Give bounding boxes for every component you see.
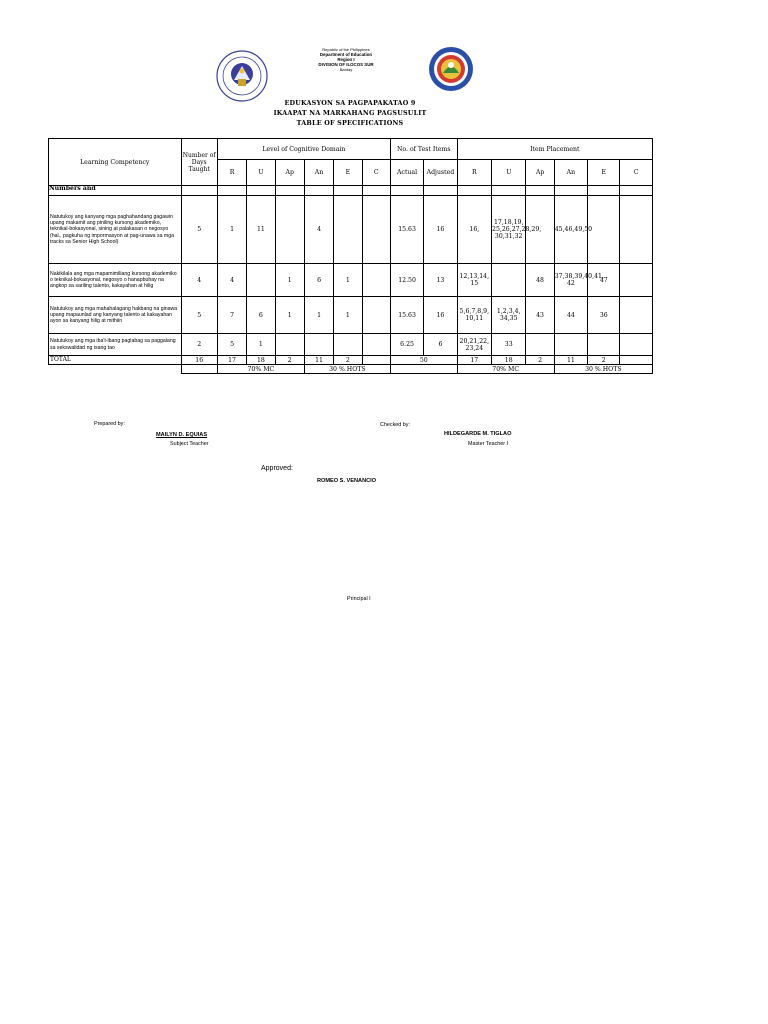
adjusted-header: Adjusted <box>424 160 457 186</box>
place-cell: 20,21,22, 23,24 <box>457 334 491 356</box>
area-row <box>49 186 653 196</box>
table-row <box>49 264 653 297</box>
place-cell: 48 <box>526 264 554 297</box>
district-line: Bantay <box>339 67 353 72</box>
area-label: Numbers and <box>49 186 182 196</box>
place-cell <box>620 196 653 264</box>
cog-cell <box>362 264 390 297</box>
place-cell: 45,46,49,50 <box>554 196 587 264</box>
approved-title: Principal I <box>347 596 371 602</box>
adjusted-cell: 13 <box>424 264 457 297</box>
place-cell: 33 <box>492 334 526 356</box>
place-cell: 16, <box>457 196 491 264</box>
total-place: 18 <box>492 356 526 365</box>
document-title: TABLE OF SPECIFICATIONS <box>296 119 404 127</box>
days-cell: 4 <box>181 264 217 297</box>
department-line: Department of Education <box>319 52 373 57</box>
level-header: R <box>217 160 246 186</box>
prepared-label: Prepared by: <box>94 421 125 427</box>
total-cog: 2 <box>334 356 362 365</box>
total-label: TOTAL <box>49 356 182 365</box>
cog-cell: 5 <box>217 334 246 356</box>
competency-header: Learning Competency <box>49 139 182 186</box>
cog-cell: 4 <box>217 264 246 297</box>
checked-title: Master Teacher I <box>468 441 509 447</box>
place-cell <box>492 264 526 297</box>
level-header: E <box>334 160 362 186</box>
total-cog <box>362 356 390 365</box>
total-row <box>49 356 653 365</box>
level-header: An <box>304 160 333 186</box>
cog-cell: 1 <box>217 196 246 264</box>
total-items: 50 <box>390 356 457 365</box>
header-row-1 <box>49 139 653 160</box>
summary-row <box>49 365 653 374</box>
actual-cell: 15.63 <box>390 297 423 334</box>
approved-name: ROMEO S. VENANCIO <box>317 478 377 484</box>
cog-cell: 7 <box>217 297 246 334</box>
division-line: DIVISION OF ILOCOS SUR <box>318 62 374 67</box>
total-place <box>620 356 653 365</box>
agency-header <box>296 47 396 72</box>
test-items-header: No. of Test Items <box>390 139 457 160</box>
total-place: 2 <box>588 356 620 365</box>
quarter-title: IKAAPAT NA MARKAHANG PAGSUSULIT <box>273 109 427 117</box>
cog-cell <box>304 334 333 356</box>
actual-header: Actual <box>390 160 423 186</box>
table-of-specifications <box>48 138 653 374</box>
total-place: 11 <box>554 356 587 365</box>
level-header: An <box>554 160 587 186</box>
table-row <box>49 334 653 356</box>
prepared-name: MAILYN D. EQUIAS <box>156 432 208 438</box>
checked-name: HILDEGARDE M. TIGLAO <box>444 431 512 437</box>
cog-cell: 1 <box>304 297 333 334</box>
place-cell <box>588 334 620 356</box>
actual-cell: 6.25 <box>390 334 423 356</box>
division-seal-logo <box>428 46 474 92</box>
place-cell <box>588 196 620 264</box>
adjusted-cell: 16 <box>424 297 457 334</box>
hots-summary: 30 % HOTS <box>554 365 652 374</box>
mc-summary: 70% MC <box>457 365 554 374</box>
total-cog: 18 <box>247 356 275 365</box>
republic-line: Republic of the Philippines <box>322 47 370 52</box>
cog-cell <box>362 334 390 356</box>
mc-summary: 70% MC <box>217 365 304 374</box>
days-cell: 2 <box>181 334 217 356</box>
level-header: E <box>588 160 620 186</box>
cog-cell <box>247 264 275 297</box>
cog-cell <box>275 196 304 264</box>
place-cell: 5,6,7,8,9, 10,11 <box>457 297 491 334</box>
place-cell <box>620 334 653 356</box>
table-row <box>49 196 653 264</box>
total-place: 2 <box>526 356 554 365</box>
total-cog: 17 <box>217 356 246 365</box>
place-cell: 12,13,14, 15 <box>457 264 491 297</box>
level-header: R <box>457 160 491 186</box>
level-header: U <box>247 160 275 186</box>
cog-cell <box>362 297 390 334</box>
competency-cell: Natutukoy ang mga mahahalagang hakbang na ginawa upang mapaunlad ang kanyang talento at kakayahan ayon sa kanyang hilig at mithiin <box>49 297 182 334</box>
checked-label: Checked by: <box>380 422 410 428</box>
competency-cell: Natutukoy ang mga iba't-ibang paglabag sa paggalang sa sekswalidad ng isang tao <box>49 334 182 356</box>
place-cell: 36 <box>588 297 620 334</box>
cog-cell: 1 <box>275 264 304 297</box>
place-cell <box>554 334 587 356</box>
cog-cell: 11 <box>247 196 275 264</box>
prepared-title: Subject Teacher <box>170 441 209 447</box>
cog-cell <box>334 334 362 356</box>
place-cell <box>620 297 653 334</box>
cog-cell: 1 <box>247 334 275 356</box>
level-header: Ap <box>526 160 554 186</box>
table-row <box>49 297 653 334</box>
placement-header: Item Placement <box>457 139 652 160</box>
cog-cell: 6 <box>304 264 333 297</box>
deped-seal-logo <box>216 50 268 102</box>
actual-cell: 12.50 <box>390 264 423 297</box>
subject-title: EDUKASYON SA PAGPAPAKATAO 9 <box>284 99 416 107</box>
days-cell: 5 <box>181 196 217 264</box>
cog-cell: 1 <box>334 297 362 334</box>
level-header: C <box>620 160 653 186</box>
adjusted-cell: 6 <box>424 334 457 356</box>
approved-label: Approved: <box>261 465 293 472</box>
cog-cell: 4 <box>304 196 333 264</box>
cog-cell <box>275 334 304 356</box>
level-header: Ap <box>275 160 304 186</box>
place-cell: 43 <box>526 297 554 334</box>
competency-cell: Nakikilala ang mga mapamimiliang kursong akademiko o teknikal-bokasyonal, negosyo o hanapbuhay na angkop sa sariling talento, kakayahan at hilig <box>49 264 182 297</box>
cog-cell <box>362 196 390 264</box>
actual-cell: 15.63 <box>390 196 423 264</box>
total-place: 17 <box>457 356 491 365</box>
cog-cell <box>334 196 362 264</box>
place-cell: 1,2,3,4, 34,35 <box>492 297 526 334</box>
cog-cell: 6 <box>247 297 275 334</box>
competency-cell: Natutukoy ang kanyang mga paghahandang gagawin upang makamit ang piniling kursong akademiko, teknikal-bokasyonal, sining at palakasan o negosyo (hal., pagkuha ng impormasyon at pag-unawa sa mga tracks sa Senior High School) <box>49 196 182 264</box>
place-cell: 17,18,19, 25,26,27,28,29, 30,31,32 <box>492 196 526 264</box>
total-cog: 2 <box>275 356 304 365</box>
days-cell: 5 <box>181 297 217 334</box>
adjusted-cell: 16 <box>424 196 457 264</box>
total-days: 16 <box>181 356 217 365</box>
cog-cell: 1 <box>275 297 304 334</box>
level-header: C <box>362 160 390 186</box>
level-header: U <box>492 160 526 186</box>
total-cog: 11 <box>304 356 333 365</box>
place-cell <box>620 264 653 297</box>
days-header: Number of Days Taught <box>181 139 217 186</box>
hots-summary: 30 % HOTS <box>304 365 390 374</box>
place-cell: 37,38,39,40,41, 42 <box>554 264 587 297</box>
place-cell: 47 <box>588 264 620 297</box>
cog-cell: 1 <box>334 264 362 297</box>
cognitive-header: Level of Cognitive Domain <box>217 139 390 160</box>
region-line: Region I <box>337 57 355 62</box>
place-cell: 44 <box>554 297 587 334</box>
place-cell <box>526 334 554 356</box>
